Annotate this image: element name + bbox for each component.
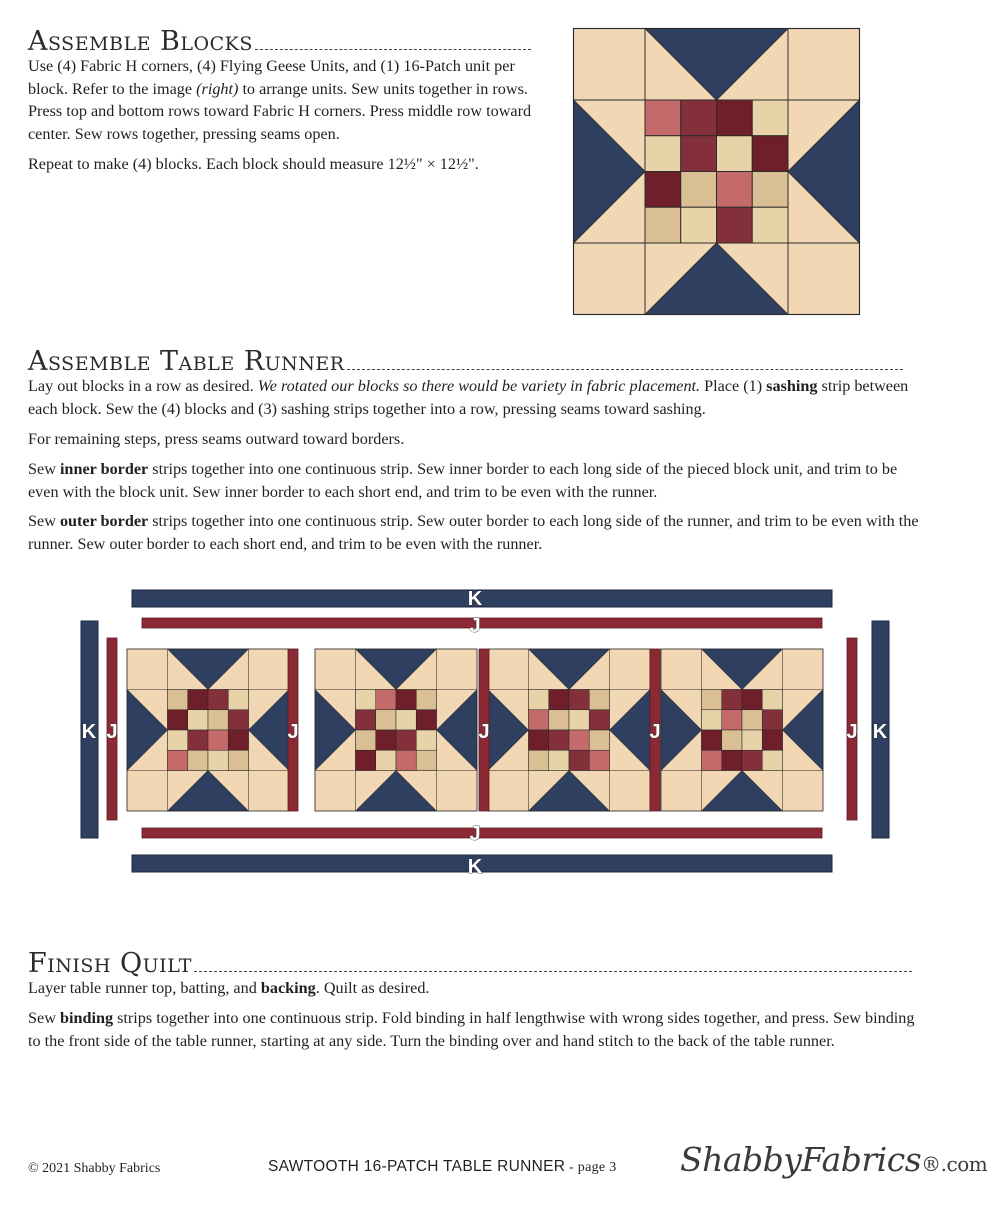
- runner-block-4-patch-9: [702, 730, 722, 750]
- table-runner-diagram: [0, 580, 950, 880]
- assemble-blocks-paragraph-2: Repeat to make (4) blocks. Each block should measure 12½" × 12½".: [28, 155, 479, 173]
- runner-block-3-patch-4: [589, 690, 609, 710]
- runner-block-2-patch-1: [356, 690, 376, 710]
- runner-block-1-patch-13: [168, 750, 188, 770]
- inner-border-paragraph: Sew inner border strips together into one continuous strip. Sew inner border to each long side of the pieced block unit, and trim to be even with the block unit. Sew inner border to each short end, and trim to be even with the runner.: [28, 460, 898, 501]
- shabby-fabrics-logo: ShabbyFabrics®.com: [680, 1140, 987, 1179]
- big-block-patch-1: [645, 100, 681, 136]
- finish-quilt-paragraph-1: Layer table runner top, batting, and backing. Quilt as desired.: [28, 979, 430, 997]
- big-block-patch-5: [645, 136, 681, 172]
- binding-paragraph: Sew binding strips together into one continuous strip. Fold binding in half lengthwise with wrong sides together, and press. Sew binding to the front side of the table runner, starting at any side. Turn the binding over and hand stitch to the back of the table runner.: [28, 1009, 915, 1050]
- runner-block-3-patch-16: [589, 750, 609, 770]
- runner-block-3-patch-5: [529, 710, 549, 730]
- runner-block-4-patch-3: [742, 690, 762, 710]
- runner-block-1-patch-7: [208, 710, 228, 730]
- label-j-right: J: [846, 721, 858, 743]
- runner-block-3-patch-7: [569, 710, 589, 730]
- runner-block-2-patch-13: [356, 750, 376, 770]
- big-block-patch-13: [645, 207, 681, 243]
- runner-block-1-patch-8: [228, 710, 248, 730]
- big-block-patch-9: [645, 172, 681, 208]
- label-j-left: J: [106, 721, 118, 743]
- runner-block-4-patch-13: [702, 750, 722, 770]
- table-runner-paragraph-2: For remaining steps, press seams outward toward borders.: [28, 430, 405, 448]
- runner-block-3-patch-2: [549, 690, 569, 710]
- outer-border-paragraph: Sew outer border strips together into one continuous strip. Sew outer border to each long side of the runner, and trim to be even with the runner. Sew outer border to each short end, and trim to be even with the runner.: [28, 512, 919, 553]
- runner-block-4-patch-2: [722, 690, 742, 710]
- pattern-title: SAWTOOTH 16-PATCH TABLE RUNNER - page 3: [268, 1158, 617, 1175]
- runner-block-2-patch-14: [376, 750, 396, 770]
- runner-block-2: [315, 649, 477, 811]
- runner-block-1: [127, 649, 289, 811]
- runner-block-3-patch-13: [529, 750, 549, 770]
- big-block-patch-7: [717, 136, 753, 172]
- runner-block-3-patch-6: [549, 710, 569, 730]
- big-block-patch-14: [681, 207, 717, 243]
- runner-block-3-patch-3: [569, 690, 589, 710]
- runner-block-1-patch-5: [168, 710, 188, 730]
- label-j-sash-3: J: [649, 721, 661, 743]
- runner-block-4-patch-15: [742, 750, 762, 770]
- big-block-patch-8: [752, 136, 788, 172]
- runner-block-4-patch-5: [702, 710, 722, 730]
- runner-block-2-patch-2: [376, 690, 396, 710]
- runner-block-3-patch-1: [529, 690, 549, 710]
- runner-block-4-patch-8: [762, 710, 782, 730]
- runner-block-4-patch-14: [722, 750, 742, 770]
- big-block-patch-6: [681, 136, 717, 172]
- runner-block-3-patch-10: [549, 730, 569, 750]
- big-block-patch-15: [717, 207, 753, 243]
- runner-block-2-patch-15: [396, 750, 416, 770]
- label-k-bottom: K: [467, 856, 483, 878]
- runner-block-1-patch-2: [188, 690, 208, 710]
- runner-block-2-patch-16: [416, 750, 436, 770]
- runner-block-1-patch-15: [208, 750, 228, 770]
- label-j-bottom: J: [469, 823, 481, 845]
- big-block-patch-3: [717, 100, 753, 136]
- label-j-sash-2: J: [478, 721, 490, 743]
- big-block-group: [574, 29, 860, 315]
- label-k-right: K: [872, 721, 888, 743]
- runner-block-1-patch-4: [228, 690, 248, 710]
- runner-block-3-patch-11: [569, 730, 589, 750]
- label-j-top: J: [469, 615, 481, 637]
- runner-block-1-patch-1: [168, 690, 188, 710]
- runner-block-1-patch-9: [168, 730, 188, 750]
- runner-block-2-patch-4: [416, 690, 436, 710]
- copyright: © 2021 Shabby Fabrics: [28, 1161, 161, 1176]
- runner-block-4-patch-6: [722, 710, 742, 730]
- runner-block-1-patch-6: [188, 710, 208, 730]
- assemble-blocks-paragraph-1: Use (4) Fabric H corners, (4) Flying Geese Units, and (1) 16-Patch unit per block. Refer to the image (right) to arrange units. Sew units together in rows. Press top and bottom rows toward Fabric H corners. Press middle row toward center. Sew rows together, pressing seams open.: [28, 57, 532, 143]
- big-block-patch-11: [717, 172, 753, 208]
- runner-block-3-patch-14: [549, 750, 569, 770]
- runner-block-4: [661, 649, 823, 811]
- runner-block-1-patch-12: [228, 730, 248, 750]
- big-block-patch-16: [752, 207, 788, 243]
- label-k-top: K: [467, 588, 483, 610]
- runner-block-4-patch-4: [762, 690, 782, 710]
- runner-block-3-patch-9: [529, 730, 549, 750]
- runner-block-4-patch-7: [742, 710, 762, 730]
- page-number: - page 3: [565, 1160, 617, 1175]
- runner-block-2-patch-7: [396, 710, 416, 730]
- label-j-sash-1: J: [287, 721, 299, 743]
- big-block-patch-10: [681, 172, 717, 208]
- finish-quilt-heading: Finish Quilt: [28, 948, 912, 979]
- runner-block-4-patch-11: [742, 730, 762, 750]
- assemble-blocks-heading: Assemble Blocks: [28, 26, 531, 57]
- runner-block-1-patch-11: [208, 730, 228, 750]
- big-block-patch-12: [752, 172, 788, 208]
- assemble-table-runner-heading: Assemble Table Runner: [28, 346, 903, 377]
- runner-block-2-patch-11: [396, 730, 416, 750]
- runner-block-2-patch-6: [376, 710, 396, 730]
- runner-block-4-patch-12: [762, 730, 782, 750]
- runner-block-3-patch-8: [589, 710, 609, 730]
- runner-block-2-patch-8: [416, 710, 436, 730]
- big-block-patch-4: [752, 100, 788, 136]
- runner-block-4-patch-1: [702, 690, 722, 710]
- runner-block-4-patch-16: [762, 750, 782, 770]
- runner-block-4-patch-10: [722, 730, 742, 750]
- runner-block-3-patch-12: [589, 730, 609, 750]
- big-block-patch-2: [681, 100, 717, 136]
- label-k-left: K: [81, 721, 97, 743]
- sawtooth-block-image: [573, 28, 860, 315]
- inner-border-strip-bottom: [142, 828, 822, 838]
- runner-block-1-patch-14: [188, 750, 208, 770]
- runner-block-2-patch-12: [416, 730, 436, 750]
- runner-block-1-patch-3: [208, 690, 228, 710]
- runner-block-1-patch-10: [188, 730, 208, 750]
- runner-block-2-patch-5: [356, 710, 376, 730]
- runner-block-3-patch-15: [569, 750, 589, 770]
- runner-block-2-patch-10: [376, 730, 396, 750]
- runner-block-2-patch-3: [396, 690, 416, 710]
- table-runner-paragraph-1: Lay out blocks in a row as desired. We rotated our blocks so there would be variety in fabric placement. Place (1) sashing strip between each block. Sew the (4) blocks and (3) sashing strips together into a row, pressing seams toward sashing.: [28, 377, 909, 418]
- runner-block-1-patch-16: [228, 750, 248, 770]
- runner-block-2-patch-9: [356, 730, 376, 750]
- runner-block-3: [488, 649, 650, 811]
- inner-border-strip-top: [142, 618, 822, 628]
